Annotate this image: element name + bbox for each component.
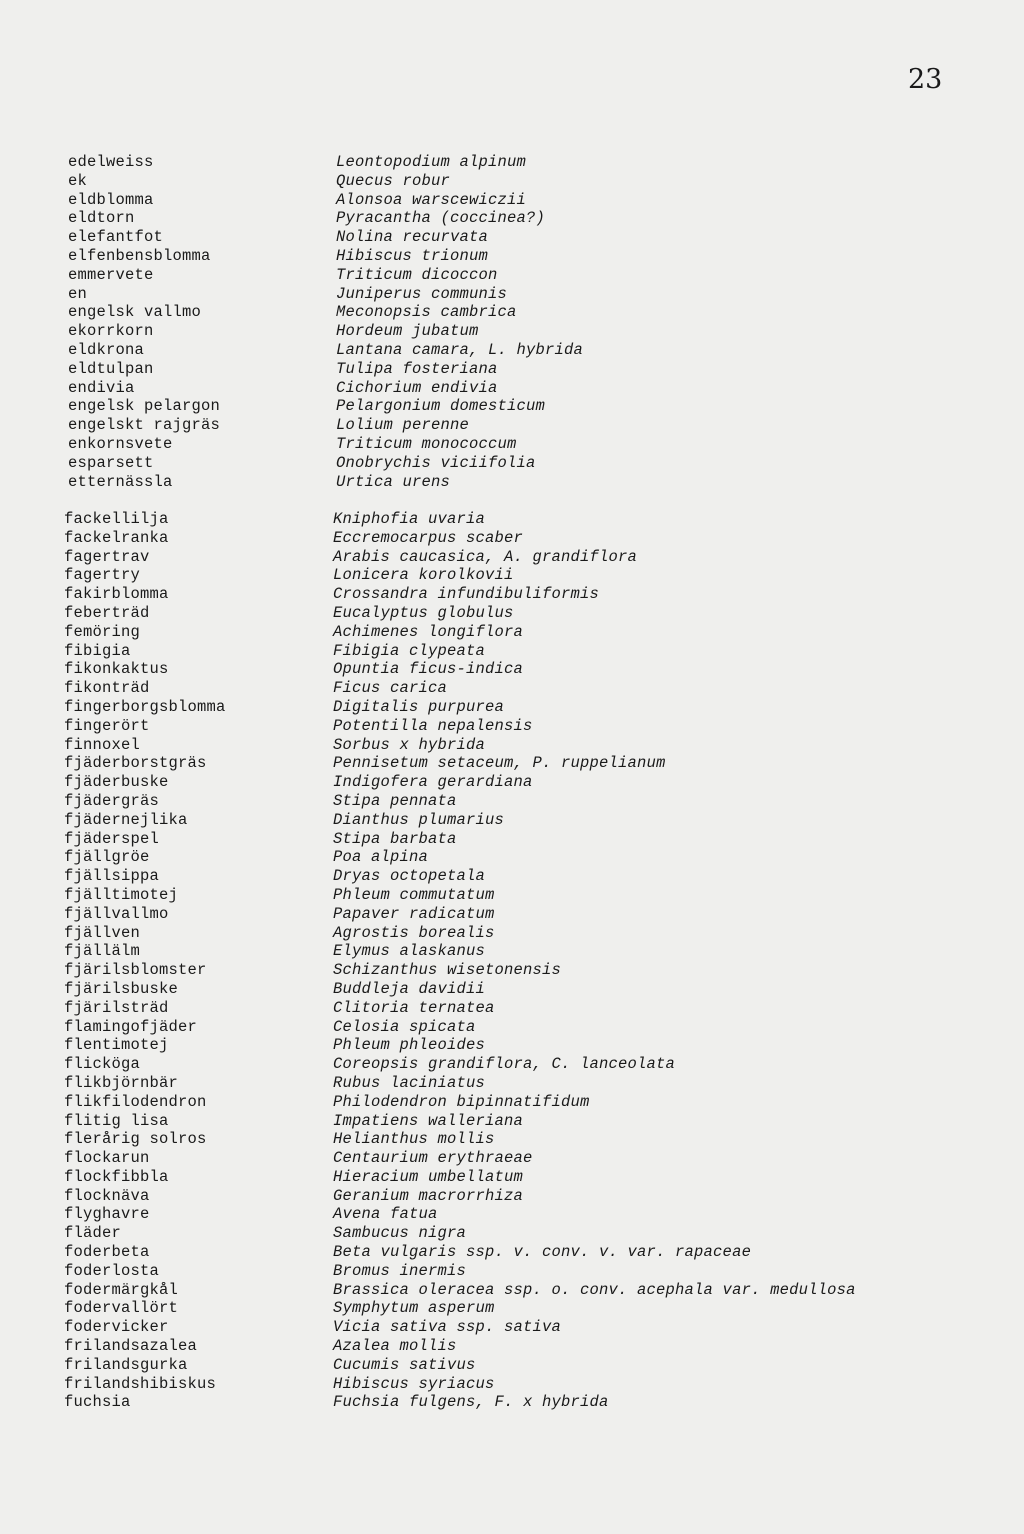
latin-name: Clitoria ternatea [333,998,495,1017]
latin-name: Stipa pennata [333,791,457,810]
common-name: edelweiss [68,153,154,171]
latin-name: Agrostis borealis [333,923,495,942]
latin-name: Opuntia ficus-indica [333,660,524,679]
list-item [0,773,1024,792]
latin-name: Dryas octopetala [333,867,486,886]
common-name: fjärilsträd [64,998,169,1017]
common-name: fikonkaktus [64,660,169,679]
latin-name: Arabis caucasica, A. grandiflora [333,547,638,566]
list-item [0,303,1024,322]
latin-name: Lonicera korolkovii [333,566,514,585]
latin-name: Kniphofia uvaria [333,510,486,528]
latin-name: Vicia sativa ssp. sativa [333,1318,562,1337]
common-name: elfenbensblomma [68,246,211,265]
list-item [0,1281,1024,1300]
list-item [0,811,1024,830]
latin-name: Pennisetum setaceum, P. ruppelianum [333,754,666,773]
latin-name: Hibiscus syriacus [333,1374,495,1393]
common-name: fjädernejlika [64,810,188,829]
latin-name: Coreopsis grandiflora, C. lanceolata [333,1055,676,1074]
common-name: frilandshibiskus [64,1374,217,1393]
list-item [0,191,1024,210]
common-name: fjädergräs [64,791,160,810]
latin-name: Impatiens walleriana [333,1111,524,1130]
common-name: fläder [64,1224,122,1243]
latin-name: Hibiscus trionum [336,246,489,265]
list-item [0,660,1024,679]
common-name: eldtorn [68,209,135,228]
list-item [0,510,1024,529]
common-name: endivia [68,378,135,397]
list-item [0,1393,1024,1412]
common-name: fackelranka [64,528,169,547]
common-name: fackellilja [64,510,169,528]
list-item [0,942,1024,961]
common-name: frilandsgurka [64,1355,188,1374]
list-item [0,566,1024,585]
list-item [0,397,1024,416]
latin-name: Stipa barbata [333,829,457,848]
common-name: enkornsvete [68,434,173,453]
list-item [0,285,1024,304]
list-item [0,792,1024,811]
list-item [0,416,1024,435]
list-item [0,623,1024,642]
latin-name: Avena fatua [333,1205,438,1224]
list-item [0,1130,1024,1149]
latin-name: Philodendron bipinnatifidum [333,1092,590,1111]
common-name: fodermärgkål [64,1280,179,1299]
list-item [0,961,1024,980]
common-name: foderlosta [64,1261,160,1280]
list-item [0,1055,1024,1074]
latin-name: Phleum commutatum [333,885,495,904]
common-name: etternässla [68,472,173,491]
common-name: eldblomma [68,190,154,209]
common-name: fodervallört [64,1299,179,1318]
latin-name: Triticum dicoccon [336,265,498,284]
latin-name: Brassica oleracea ssp. o. conv. acephala var. medullosa [333,1280,856,1299]
list-item [0,548,1024,567]
latin-name: Nolina recurvata [336,228,489,247]
latin-name: Cucumis sativus [333,1355,476,1374]
latin-name: Poa alpina [333,848,429,867]
latin-name: Centaurium erythraeae [333,1149,533,1168]
latin-name: Geranium macrorrhiza [333,1186,524,1205]
latin-name: Cichorium endivia [336,378,498,397]
latin-name: Quecus robur [336,171,451,190]
common-name: flentimotej [64,1036,169,1055]
list-item [0,1112,1024,1131]
common-name: femöring [64,622,141,641]
list-item [0,848,1024,867]
common-name: ekorrkorn [68,322,154,341]
list-item [0,266,1024,285]
latin-name: Symphytum asperum [333,1299,495,1318]
list-item [0,1074,1024,1093]
common-name: fingerört [64,716,150,735]
common-name: esparsett [68,453,154,472]
list-item [0,980,1024,999]
list-item [0,360,1024,379]
common-name: eldkrona [68,340,145,359]
common-name: flocknäva [64,1186,150,1205]
list-item [0,1356,1024,1375]
common-name: fjälltimotej [64,885,179,904]
common-name: fjällgröe [64,848,150,867]
list-item [0,698,1024,717]
latin-name: Elymus alaskanus [333,942,486,961]
list-item [0,322,1024,341]
list-item [0,642,1024,661]
list-item [0,247,1024,266]
list-item [0,1299,1024,1318]
list-item [0,435,1024,454]
list-item [0,153,1024,172]
common-name: flitig lisa [64,1111,169,1130]
list-item [0,717,1024,736]
list-item [0,679,1024,698]
common-name: fjärilsblomster [64,961,207,980]
list-item [0,1036,1024,1055]
list-item [0,341,1024,360]
common-name: flockfibbla [64,1167,169,1186]
common-name: elefantfot [68,228,164,247]
common-name: engelskt rajgräs [68,416,221,435]
list-item [0,1262,1024,1281]
latin-name: Leontopodium alpinum [336,153,527,171]
list-item [0,604,1024,623]
common-name: fingerborgsblomma [64,697,226,716]
common-name: fjäderbuske [64,773,169,792]
latin-name: Azalea mollis [333,1337,457,1356]
common-name: fjäderspel [64,829,160,848]
common-name: engelsk vallmo [68,303,202,322]
common-name: fjällvallmo [64,904,169,923]
common-name: fjärilsbuske [64,979,179,998]
latin-name: Sambucus nigra [333,1224,467,1243]
latin-name: Juniperus communis [336,284,508,303]
latin-name: Urtica urens [336,472,451,491]
list-item [0,379,1024,398]
entries-section-f [0,510,1024,1412]
latin-name: Lolium perenne [336,416,470,435]
common-name: fjällsippa [64,867,160,886]
list-item [0,473,1024,492]
common-name: flockarun [64,1149,150,1168]
latin-name: Digitalis purpurea [333,697,505,716]
common-name: fjäderborstgräs [64,754,207,773]
common-name: ek [68,171,88,190]
latin-name: Onobrychis viciifolia [336,453,536,472]
list-item [0,1149,1024,1168]
common-name: foderbeta [64,1243,150,1262]
list-item [0,529,1024,548]
list-item [0,830,1024,849]
list-item [0,924,1024,943]
common-name: eldtulpan [68,359,154,378]
latin-name: Alonsoa warscewiczii [336,190,527,209]
list-item [0,867,1024,886]
latin-name: Tulipa fosteriana [336,359,498,378]
latin-name: Helianthus mollis [333,1130,495,1149]
common-name: fuchsia [64,1393,131,1412]
list-item [0,886,1024,905]
common-name: fjällälm [64,942,141,961]
list-item [0,1093,1024,1112]
common-name: flikfilodendron [64,1092,207,1111]
list-item [0,1243,1024,1262]
list-item [0,905,1024,924]
latin-name: Triticum monococcum [336,434,517,453]
list-item [0,172,1024,191]
list-item [0,1018,1024,1037]
list-item [0,228,1024,247]
latin-name: Phleum phleoides [333,1036,486,1055]
common-name: flicköga [64,1055,141,1074]
latin-name: Ficus carica [333,679,448,698]
latin-name: Eucalyptus globulus [333,603,514,622]
list-item [0,454,1024,473]
list-item [0,999,1024,1018]
common-name: fodervicker [64,1318,169,1337]
latin-name: Beta vulgaris ssp. v. conv. v. var. rapaceae [333,1243,752,1262]
latin-name: Fuchsia fulgens, F. x hybrida [333,1393,609,1412]
list-item [0,736,1024,755]
latin-name: Rubus laciniatus [333,1073,486,1092]
list-item [0,209,1024,228]
list-item [0,1375,1024,1394]
latin-name: Schizanthus wisetonensis [333,961,562,980]
latin-name: Pyracantha (coccinea?) [336,209,546,228]
latin-name: Achimenes longiflora [333,622,524,641]
common-name: frilandsazalea [64,1337,198,1356]
common-name: fikonträd [64,679,150,698]
common-name: en [68,284,88,303]
latin-name: Crossandra infundibuliformis [333,585,600,604]
list-item [0,585,1024,604]
common-name: finnoxel [64,735,141,754]
list-item [0,754,1024,773]
common-name: fagertry [64,566,141,585]
list-item [0,1187,1024,1206]
common-name: engelsk pelargon [68,397,221,416]
latin-name: Pelargonium domesticum [336,397,546,416]
list-item [0,1168,1024,1187]
common-name: flikbjörnbär [64,1073,179,1092]
latin-name: Indigofera gerardiana [333,773,533,792]
latin-name: Hieracium umbellatum [333,1167,524,1186]
latin-name: Hordeum jubatum [336,322,479,341]
latin-name: Buddleja davidii [333,979,486,998]
common-name: feberträd [64,603,150,622]
latin-name: Meconopsis cambrica [336,303,517,322]
latin-name: Bromus inermis [333,1261,467,1280]
list-item [0,1318,1024,1337]
page-number: 23 [908,64,943,95]
list-item [0,1224,1024,1243]
list-item [0,1337,1024,1356]
common-name: flamingofjäder [64,1017,198,1036]
list-item [0,1205,1024,1224]
latin-name: Celosia spicata [333,1017,476,1036]
latin-name: Lantana camara, L. hybrida [336,340,584,359]
latin-name: Sorbus x hybrida [333,735,486,754]
common-name: fakirblomma [64,585,169,604]
latin-name: Fibigia clypeata [333,641,486,660]
common-name: fibigia [64,641,131,660]
entries-section-e [0,153,1024,491]
common-name: fjällven [64,923,141,942]
common-name: emmervete [68,265,154,284]
common-name: flerårig solros [64,1130,207,1149]
common-name: flyghavre [64,1205,150,1224]
common-name: fagertrav [64,547,150,566]
latin-name: Papaver radicatum [333,904,495,923]
latin-name: Potentilla nepalensis [333,716,533,735]
latin-name: Dianthus plumarius [333,810,505,829]
latin-name: Eccremocarpus scaber [333,528,524,547]
